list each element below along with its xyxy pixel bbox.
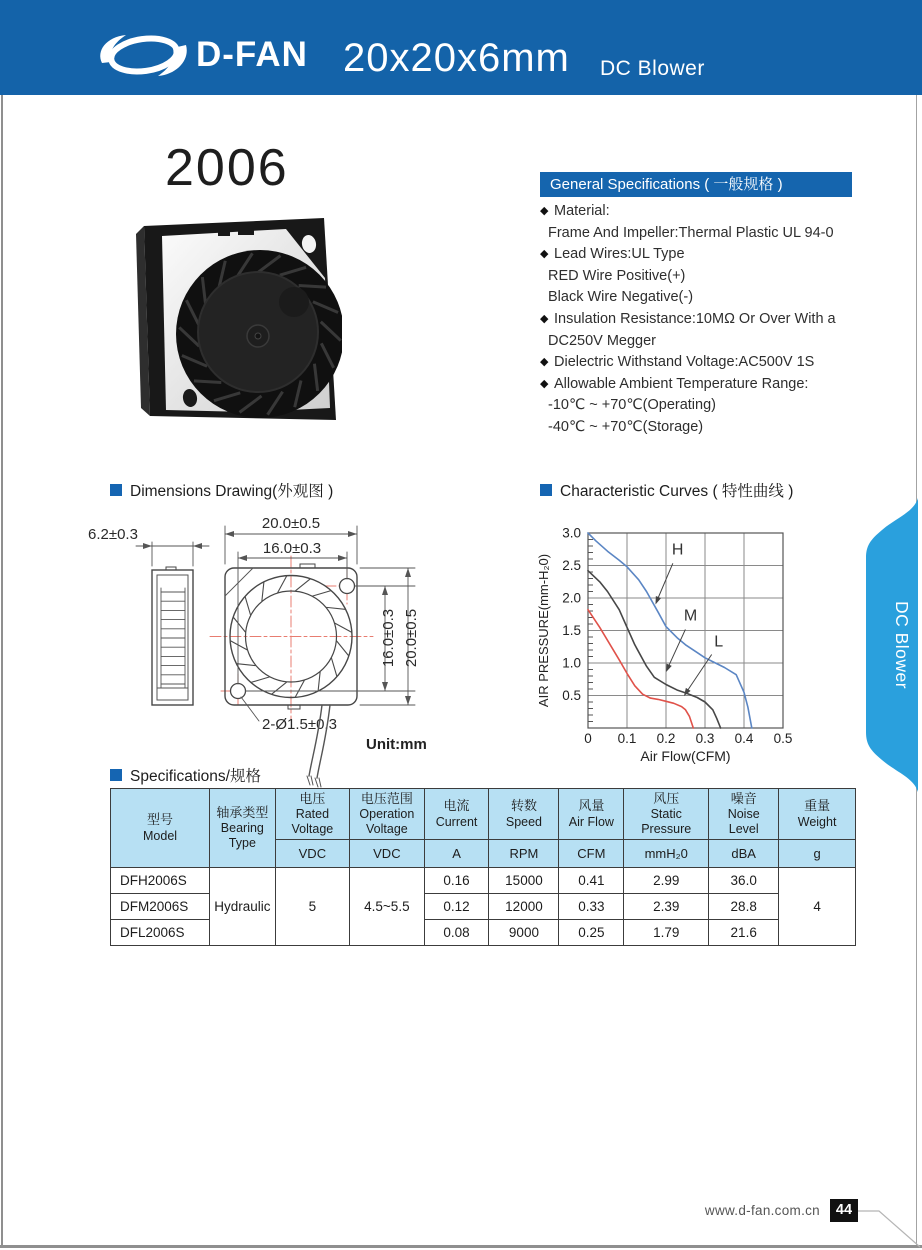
- page-border-left: [1, 95, 3, 1246]
- general-spec-item: [540, 201, 885, 223]
- spec-table-cell: 0.41: [559, 868, 624, 894]
- general-spec-text: -40℃ ~ +70℃(Storage): [548, 418, 704, 435]
- spec-table: [110, 788, 856, 946]
- spec-table-unit-cell: dBA: [709, 840, 779, 868]
- spec-table-header-cell: 电压范围 Operation Voltage: [350, 789, 425, 840]
- annotation-arrow-head: [655, 596, 661, 604]
- product-photo: [128, 212, 342, 434]
- side-view-outline: [152, 570, 193, 705]
- spec-table-cell: 9000: [489, 920, 559, 946]
- curve-label-H: H: [671, 541, 684, 559]
- spec-table-cell: 1.79: [624, 920, 709, 946]
- section-bullet-icon: [540, 484, 552, 496]
- annotation-arrow-line: [669, 629, 686, 665]
- diamond-bullet-icon: ◆: [540, 312, 549, 325]
- general-spec-item: [540, 331, 885, 353]
- dim-outer-width-label: 20.0±0.5: [261, 515, 321, 532]
- spec-table-cell: 2.39: [624, 894, 709, 920]
- diamond-bullet-icon: ◆: [540, 377, 549, 390]
- spec-table-header-cell: 风量 Air Flow: [559, 789, 624, 840]
- spec-table-cell: 15000: [489, 868, 559, 894]
- x-tick-label: 0.4: [734, 731, 754, 746]
- footer-website: www.d-fan.com.cn: [704, 1203, 820, 1218]
- general-spec-item: [540, 352, 885, 374]
- y-tick-label: 2.5: [562, 558, 581, 573]
- y-tick-label: 0.5: [562, 688, 581, 703]
- annotation-arrow-line: [658, 563, 673, 598]
- spec-table-cell: 0.25: [559, 920, 624, 946]
- spec-table-cell: 4.5~5.5: [350, 868, 425, 946]
- section-bullet-icon: [110, 484, 122, 496]
- spec-table-cell: 0.33: [559, 894, 624, 920]
- x-tick-label: 0.5: [773, 731, 793, 746]
- spec-table-header-cell: 风压 Static Pressure: [624, 789, 709, 840]
- impeller-mark: [279, 287, 309, 317]
- section-specifications-label: Specifications/规格: [130, 768, 261, 785]
- spec-table-cell: 12000: [489, 894, 559, 920]
- section-curves-label: Characteristic Curves ( 特性曲线 ): [560, 483, 794, 500]
- curve-M: [588, 571, 724, 728]
- side-tab-label: DC Blower: [892, 600, 912, 690]
- general-spec-text: DC250V Megger: [548, 332, 656, 349]
- section-dimensions-label: Dimensions Drawing(外观图 ): [130, 483, 334, 500]
- fan-logo-icon: [96, 29, 188, 81]
- dim-holes-label: 2-Ø1.5±0.3: [262, 716, 337, 733]
- side-tab-dc-blower: [866, 496, 918, 794]
- general-spec-item: [540, 266, 885, 288]
- spec-table-cell: 36.0: [709, 868, 779, 894]
- y-tick-label: 3.0: [562, 525, 581, 541]
- characteristic-curves-chart: [535, 505, 815, 770]
- curve-L: [588, 610, 693, 728]
- spec-table-unit-cell: CFM: [559, 840, 624, 868]
- annotation-arrow-line: [688, 655, 712, 691]
- diamond-bullet-icon: ◆: [540, 356, 549, 369]
- side-view-tab: [166, 567, 176, 570]
- section-curves: [540, 479, 793, 501]
- x-tick-label: 0.1: [617, 731, 637, 746]
- spec-table-cell: 0.08: [424, 920, 489, 946]
- general-spec-item: [540, 309, 885, 331]
- spec-table-header-cell: 重量 Weight: [779, 789, 856, 840]
- general-spec-item: [540, 244, 885, 266]
- size-title: 20x20x6mm: [343, 36, 570, 80]
- spec-table-unit-cell: VDC: [275, 840, 350, 868]
- spec-table-cell: DFH2006S: [111, 868, 210, 894]
- plate-notch: [218, 228, 230, 236]
- general-spec-item: [540, 395, 885, 417]
- dimensions-drawing: [88, 508, 528, 808]
- general-spec-text: Lead Wires:UL Type: [554, 246, 685, 263]
- mounting-hole-drawn: [231, 684, 246, 699]
- y-tick-label: 1.0: [562, 655, 581, 671]
- spec-table-unit-cell: g: [779, 840, 856, 868]
- hub-center: [255, 333, 261, 339]
- y-tick-label: 2.0: [562, 590, 581, 606]
- brand-name: D-FAN: [196, 35, 308, 74]
- dim-outer-height-label: 20.0±0.5: [403, 608, 420, 668]
- spec-table-header-cell: 转数 Speed: [489, 789, 559, 840]
- general-spec-item: [540, 374, 885, 396]
- general-spec-text: RED Wire Positive(+): [548, 267, 686, 284]
- plate-notch: [238, 227, 254, 235]
- x-tick-label: 0.3: [695, 731, 715, 746]
- y-axis-label: AIR PRESSURE(mm-H₂0): [536, 553, 551, 708]
- spec-table-cell: 4: [779, 868, 856, 946]
- diamond-bullet-icon: ◆: [540, 248, 549, 261]
- general-spec-item: [540, 287, 885, 309]
- general-specs-list: [540, 201, 885, 439]
- model-number-title: 2006: [165, 139, 289, 197]
- annotation-arrow-head: [666, 664, 672, 672]
- side-view-impeller-section: [161, 588, 185, 688]
- page-border-bottom: [0, 1245, 922, 1248]
- x-tick-label: 0.2: [656, 731, 676, 746]
- spec-table-header-cell: 电流 Current: [424, 789, 489, 840]
- spec-table-unit-cell: mmH₂0: [624, 840, 709, 868]
- product-type-label: DC Blower: [600, 57, 705, 80]
- section-dimensions: [110, 479, 333, 501]
- unit-note: Unit:mm: [366, 736, 427, 753]
- brand-logo: [96, 28, 308, 82]
- spec-table-header-cell: 噪音 Noise Level: [709, 789, 779, 840]
- x-axis-label: Air Flow(CFM): [640, 748, 731, 764]
- spec-table-unit-cell: RPM: [489, 840, 559, 868]
- spec-table-header-cell: 轴承类型 Bearing Type: [210, 789, 276, 868]
- page-number-badge: 44: [830, 1199, 858, 1222]
- general-spec-item: [540, 417, 885, 439]
- spec-table-cell: 0.16: [424, 868, 489, 894]
- general-spec-text: -10℃ ~ +70℃(Operating): [548, 397, 716, 414]
- general-spec-text: Frame And Impeller:Thermal Plastic UL 94-0: [548, 224, 834, 241]
- spec-table-cell: 0.12: [424, 894, 489, 920]
- dim-inner-width-label: 16.0±0.3: [262, 540, 322, 557]
- dim-side-width-label: 6.2±0.3: [88, 526, 138, 543]
- spec-table-cell: 21.6: [709, 920, 779, 946]
- general-spec-text: Black Wire Negative(-): [548, 289, 694, 306]
- table-row: [111, 868, 856, 894]
- spec-table-cell: DFL2006S: [111, 920, 210, 946]
- general-spec-text: Insulation Resistance:10MΩ Or Over With a: [554, 310, 836, 327]
- dim-inner-height-label: 16.0±0.3: [380, 608, 397, 668]
- spec-table-header-cell: 电压 Rated Voltage: [275, 789, 350, 840]
- general-spec-text: Allowable Ambient Temperature Range:: [554, 375, 809, 392]
- spec-table-cell: 28.8: [709, 894, 779, 920]
- spec-table-cell: 2.99: [624, 868, 709, 894]
- y-tick-label: 1.5: [562, 623, 581, 638]
- x-tick-label: 0: [584, 731, 592, 746]
- general-spec-text: Material:: [554, 203, 610, 219]
- spec-table-unit-cell: VDC: [350, 840, 425, 868]
- spec-table-cell: 5: [275, 868, 350, 946]
- spec-table-cell: Hydraulic: [210, 868, 276, 946]
- spec-table-unit-cell: A: [424, 840, 489, 868]
- general-specs-title-bar: General Specifications ( 一般规格 ): [540, 172, 852, 197]
- general-spec-text: Dielectric Withstand Voltage:AC500V 1S: [554, 354, 815, 371]
- spec-table-cell: DFM2006S: [111, 894, 210, 920]
- spec-table-header-cell: 型号 Model: [111, 789, 210, 868]
- general-spec-item: [540, 223, 885, 245]
- curve-label-M: M: [683, 607, 698, 625]
- curve-label-L: L: [714, 633, 724, 651]
- wire-ends: [307, 776, 321, 787]
- mounting-hole-drawn: [340, 579, 355, 594]
- diamond-bullet-icon: ◆: [540, 205, 549, 217]
- side-view-base: [157, 688, 188, 700]
- footer-decor-line: [843, 1192, 922, 1250]
